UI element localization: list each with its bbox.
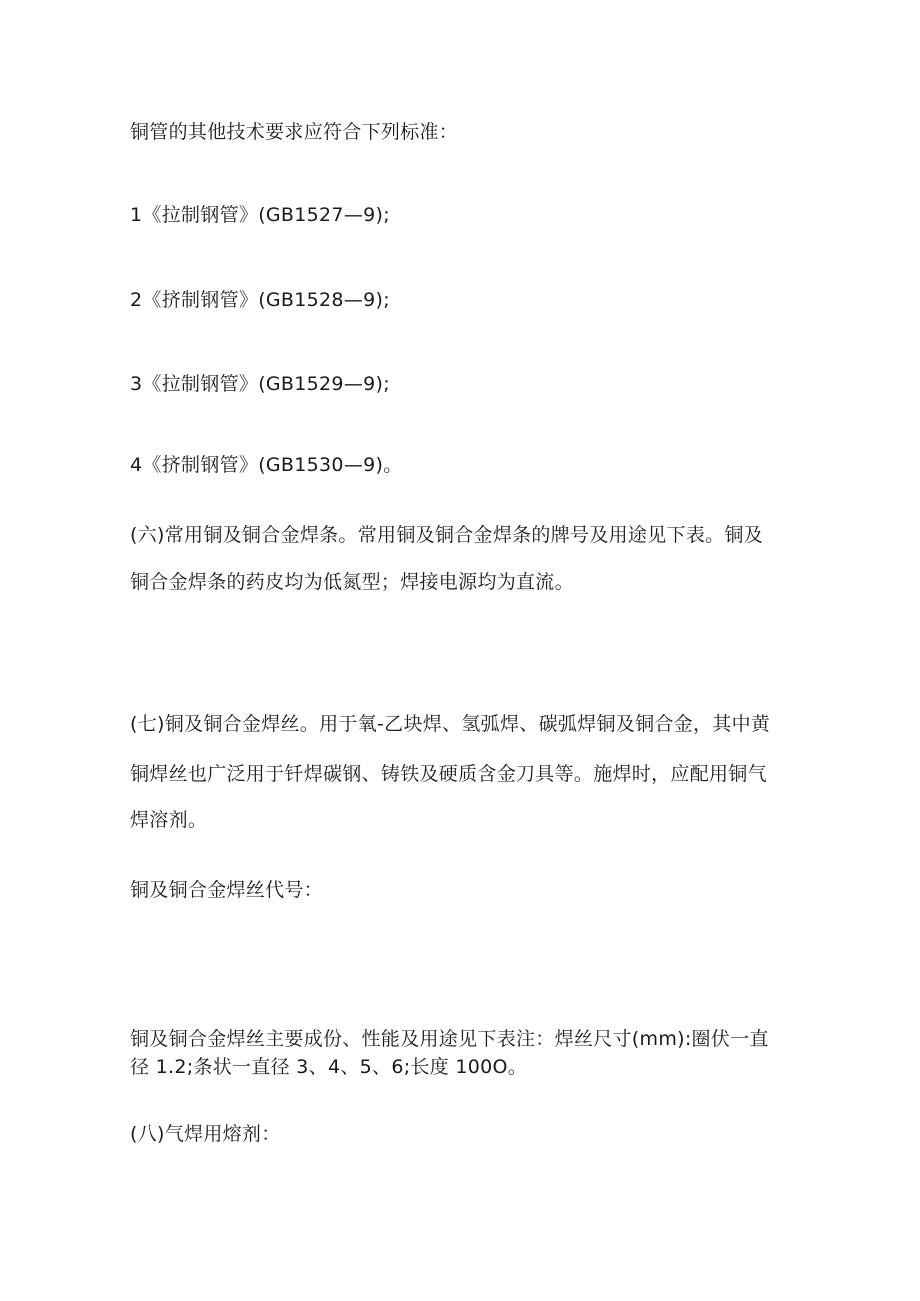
standard-item: 1《拉制钢管》(GB1527—9); xyxy=(130,204,390,226)
standard-item: 4《挤制钢管》(GB1530—9)。 xyxy=(130,454,403,476)
section-8-heading: (八)气焊用熔剂： xyxy=(130,1123,281,1145)
wire-table-note-line: 径 1.2;条状一直径 3、4、5、6;长度 100O。 xyxy=(130,1056,528,1078)
section-6-line: 铜合金焊条的药皮均为低氮型；焊接电源均为直流。 xyxy=(130,571,574,593)
intro-text: 铜管的其他技术要求应符合下列标准： xyxy=(130,121,459,143)
section-6-line: (六)常用铜及铜合金焊条。常用铜及铜合金焊条的牌号及用途见下表。铜及 xyxy=(130,524,764,546)
standard-item: 2《挤制钢管》(GB1528—9); xyxy=(130,289,390,311)
standard-item: 3《拉制钢管》(GB1529—9); xyxy=(130,373,390,395)
wire-table-note-line: 铜及铜合金焊丝主要成份、性能及用途见下表注：焊丝尺寸(mm):圈伏一直 xyxy=(130,1028,769,1050)
wire-code-label: 铜及铜合金焊丝代号： xyxy=(130,879,324,901)
section-7-line: (七)铜及铜合金焊丝。用于氧-乙块焊、氢弧焊、碳弧焊铜及铜合金，其中黄 xyxy=(130,713,771,735)
section-7-line: 铜焊丝也广泛用于钎焊碳钢、铸铁及硬质含金刀具等。施焊时，应配用铜气 xyxy=(130,763,767,785)
section-7-line: 焊溶剂。 xyxy=(130,809,208,831)
